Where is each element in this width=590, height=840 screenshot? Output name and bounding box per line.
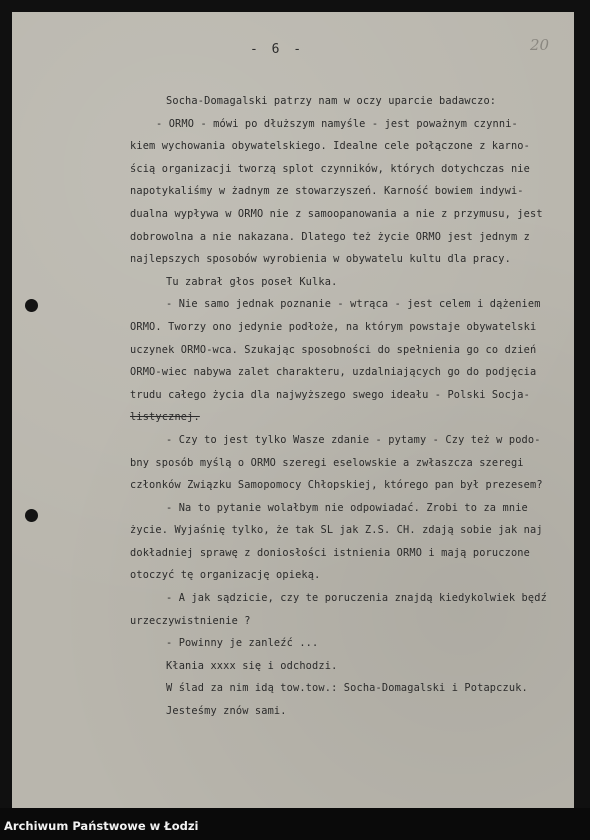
text-line: ORMO-wiec nabywa zalet charakteru, uzdalniających go do podjęcia	[130, 366, 537, 379]
text-line: Socha-Domagalski patrzy nam w oczy uparcie badawczo:	[166, 95, 497, 107]
text-line: Tu zabrał głos poseł Kulka.	[166, 275, 338, 288]
punch-hole-top	[25, 299, 38, 312]
text-line: członków Związku Samopomocy Chłopskiej, którego pan był prezesem?	[130, 479, 543, 492]
text-line: ścią organizacji tworzą splot czynników, których dotychczas nie	[130, 162, 531, 175]
text-line: ORMO. Tworzy ono jedynie podłoże, na którym powstaje obywatelski	[130, 320, 537, 333]
text-line: uczynek ORMO-wca. Szukając sposobności do spełnienia go co dzień	[130, 343, 537, 356]
text-line: bny sposób myślą o ORMO szeregi eselowskie a zwłaszcza szeregi	[130, 456, 524, 469]
text-line: życie. Wyjaśnię tylko, że tak SL jak Z.S. CH. zdają sobie jak naj	[130, 524, 543, 537]
page-marker: - 6 -	[250, 42, 305, 57]
text-line: - Na to pytanie wolałbym nie odpowiadać. Zrobi to za mnie	[166, 501, 528, 514]
text-line: najlepszych sposobów wyrobienia w obywatelu kultu dla pracy.	[130, 253, 511, 266]
text-line: kiem wychowania obywatelskiego. Idealne cele połączone z karno-	[130, 140, 531, 153]
text-line: - Nie samo jednak poznanie - wtrąca - jest celem i dążeniem	[166, 298, 541, 311]
text-line: W ślad za nim idą tow.tow.: Socha-Domagalski i Potapczuk.	[166, 682, 528, 695]
text-line: - Powinny je zanleźć ...	[166, 637, 319, 650]
text-line: - Czy to jest tylko Wasze zdanie - pytamy - Czy też w podo-	[166, 433, 541, 446]
text-line: dualna wypływa w ORMO nie z samoopanowania a nie z przymusu, jest	[130, 207, 543, 220]
pencil-page-number: 20	[530, 36, 550, 54]
text-line: otoczyć tę organizację opieką.	[130, 569, 321, 582]
text-line: dokładniej sprawę z doniosłości istnienia ORMO i mają poruczone	[130, 546, 531, 559]
archive-name: Archiwum Państwowe w Łodzi	[4, 819, 199, 833]
typed-text-body	[130, 90, 572, 723]
text-line: Kłania xxxx się i odchodzi.	[166, 659, 338, 672]
text-line: Jesteśmy znów sami.	[166, 705, 287, 718]
text-line: listycznej.	[130, 411, 200, 424]
text-line: trudu całego życia dla najwyższego swego ideału - Polski Socja-	[130, 388, 531, 401]
text-line: - ORMO - mówi po dłuższym namyśle - jest poważnym czynni-	[156, 117, 518, 130]
document-sheet	[12, 12, 574, 808]
text-line: - A jak sądzicie, czy te poruczenia znajdą kiedykolwiek będź	[166, 592, 547, 605]
text-line: urzeczywistnienie ?	[130, 614, 251, 627]
archive-footer	[0, 808, 590, 840]
punch-hole-bottom	[25, 509, 38, 522]
text-line: napotykaliśmy w żadnym ze stowarzyszeń. Karność bowiem indywi-	[130, 185, 524, 198]
text-line: dobrowolna a nie nakazana. Dlatego też życie ORMO jest jednym z	[130, 230, 531, 243]
